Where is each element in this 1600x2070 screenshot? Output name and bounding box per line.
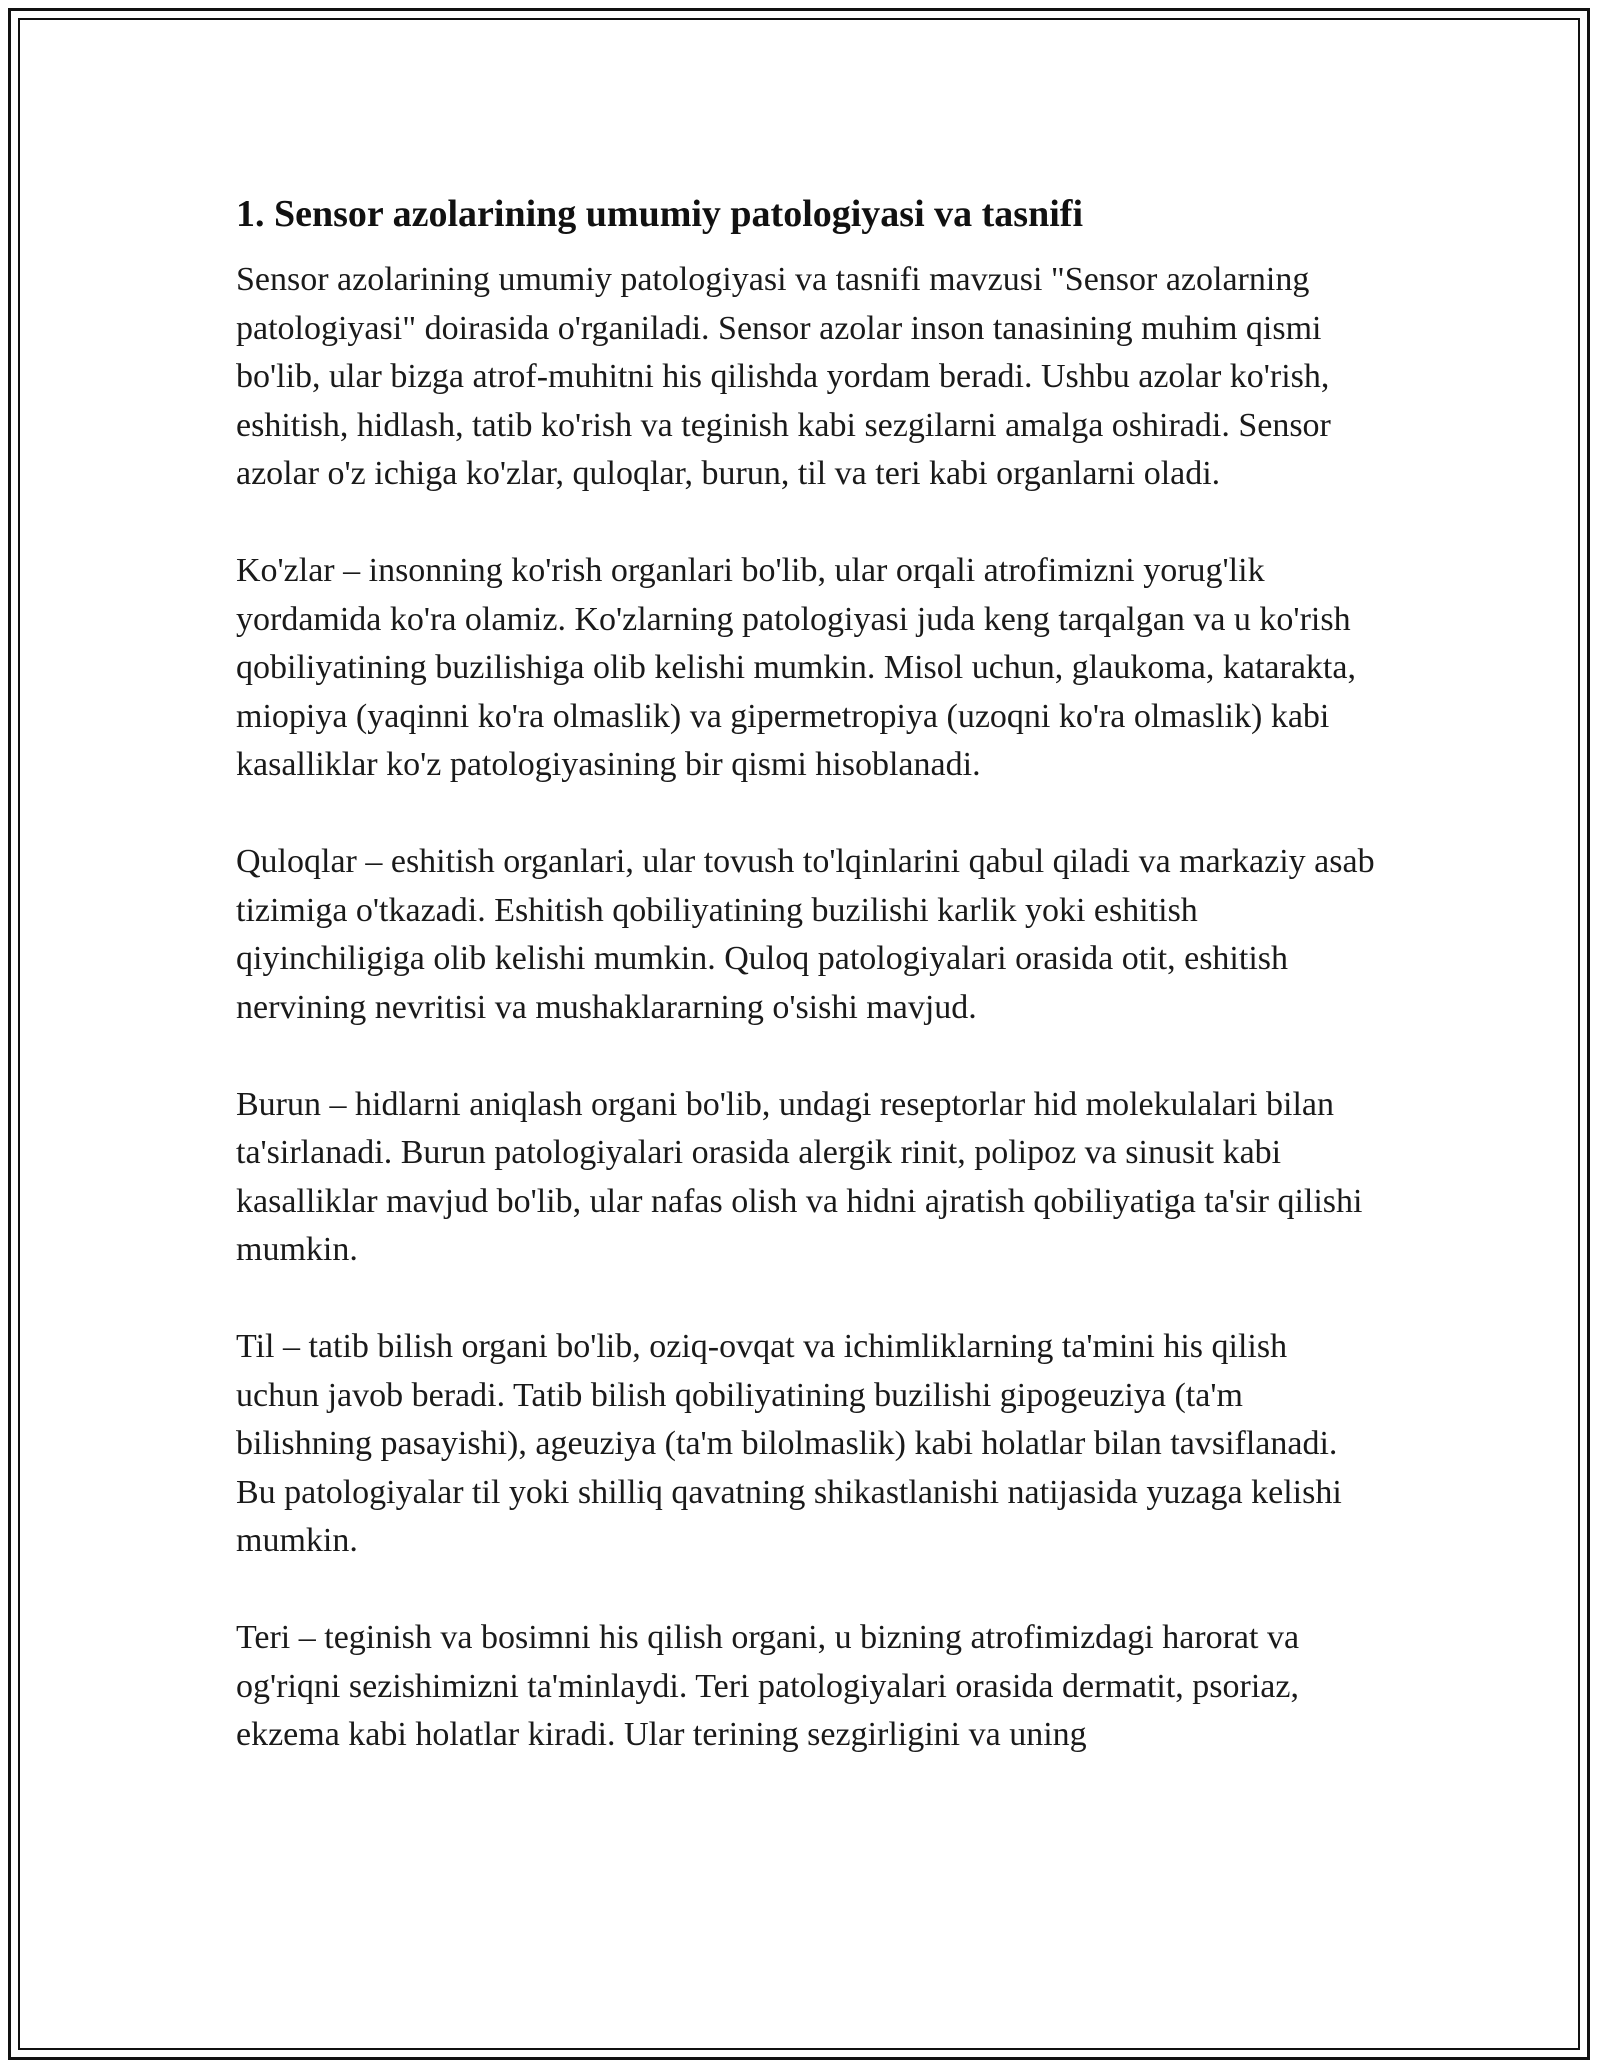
document-body: [236, 186, 1376, 1760]
paragraph-intro: Sensor azolarining umumiy patologiyasi va tasnifi mavzusi "Sensor azolarning patologiyasi" doirasida o'rganiladi. Sensor azolar inson tanasining muhim qismi bo'lib, ular bizga atrof-muhitni his qilishda yordam beradi. Ushbu azolar ko'rish, eshitish, hidlash, tatib ko'rish va teginish kabi sezgilarni amalga oshiradi. Sensor azolar o'z ichiga ko'zlar, quloqlar, burun, til va teri kabi organlarni oladi.: [236, 261, 1331, 492]
paragraph-tongue: Til – tatib bilish organi bo'lib, oziq-ovqat va ichimliklarning ta'mini his qilish uchun javob beradi. Tatib bilish qobiliyatining buzilishi gipogeuziya (ta'm bilishning pasayishi), ageuziya (ta'm bilolmaslik) kabi holatlar bilan tavsiflanadi. Bu patologiyalar til yoki shilliq qavatning shikastlanishi natijasida yuzaga kelishi mumkin.: [236, 1328, 1342, 1559]
paragraph-skin: Teri – teginish va bosimni his qilish organi, u bizning atrofimizdagi harorat va og'riqni sezishimizni ta'minlaydi. Teri patologiyalari orasida dermatit, psoriaz, ekzema kabi holatlar kiradi. Ular terining sezgirligini va uning: [236, 1619, 1300, 1753]
section-heading: 1. Sensor azolarining umumiy patologiyasi va tasnifi: [236, 193, 1084, 235]
paragraph-ears: Quloqlar – eshitish organlari, ular tovush to'lqinlarini qabul qiladi va markaziy asab tizimiga o'tkazadi. Eshitish qobiliyatining buzilishi karlik yoki eshitish qiyinchiligiga olib kelishi mumkin. Quloq patologiyalari orasida otit, eshitish nervining nevritisi va mushaklararning o'sishi mavjud.: [236, 843, 1375, 1026]
paragraph-nose: Burun – hidlarni aniqlash organi bo'lib, undagi reseptorlar hid molekulalari bilan ta'sirlanadi. Burun patologiyalari orasida alergik rinit, polipoz va sinusit kabi kasalliklar mavjud bo'lib, ular nafas olish va hidni ajratish qobiliyatiga ta'sir qilishi mumkin.: [236, 1085, 1363, 1268]
paragraph-eyes: Ko'zlar – insonning ko'rish organlari bo'lib, ular orqali atrofimizni yorug'lik yordamida ko'ra olamiz. Ko'zlarning patologiyasi juda keng tarqalgan va u ko'rish qobiliyatining buzilishiga olib kelishi mumkin. Misol uchun, glaukoma, katarakta, miopiya (yaqinni ko'ra olmaslik) va gipermetropiya (uzoqni ko'ra olmaslik) kabi kasalliklar ko'z patologiyasining bir qismi hisoblanadi.: [236, 552, 1356, 783]
